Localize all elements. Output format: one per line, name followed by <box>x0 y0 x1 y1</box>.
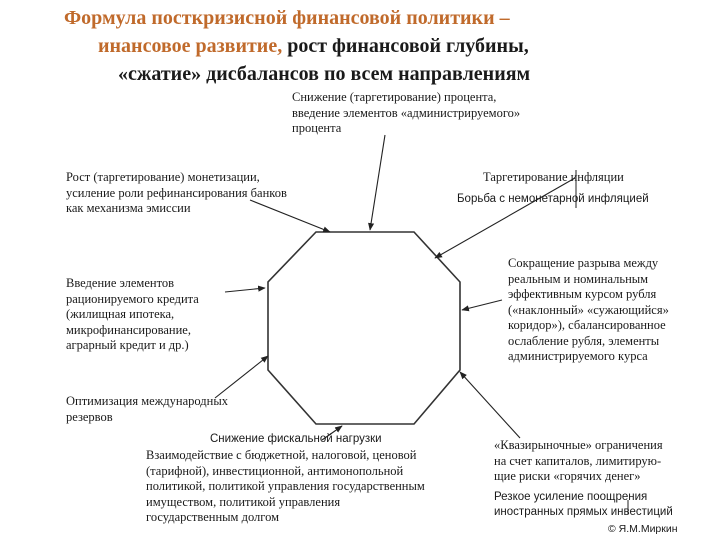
block-fiscal-burden-heading: Снижение фискальной нагрузки <box>210 433 382 445</box>
block-policy-interaction-line: (тарифной), инвестиционной, антимонопольной <box>146 463 404 478</box>
arrow-left <box>225 288 265 292</box>
arrow-top <box>370 135 385 230</box>
block-capital-restrictions-line: «Квазирыночные» ограничения <box>494 438 663 452</box>
block-interest-rate <box>292 90 520 137</box>
block-capital-restrictions <box>494 438 663 485</box>
block-reserves-line: Оптимизация международных <box>66 394 228 408</box>
arrow-right <box>462 300 502 310</box>
block-capital-restrictions-line: щие риски «горячих денег» <box>494 469 641 483</box>
block-inflation-targeting: Таргетирование инфляции <box>483 170 624 184</box>
arrow-upper-right <box>435 178 575 258</box>
block-reserves-line: резервов <box>66 409 113 424</box>
block-policy-interaction-line: Взаимодействие с бюджетной, налоговой, ценовой <box>146 448 417 462</box>
block-monetization-line: Рост (таргетирование) монетизации, <box>66 170 260 184</box>
block-exchange-rate-line: Сокращение разрыва между <box>508 256 659 270</box>
block-nonmonetary-inflation: Борьба с немонетарной инфляцией <box>457 193 649 205</box>
block-exchange-rate-line: коридор»), сбалансированное <box>508 318 666 332</box>
block-exchange-rate-line: («наклонный» «сужающийся» <box>508 302 669 317</box>
block-exchange-rate-line: администрируемого курса <box>508 349 648 363</box>
arrow-lower-left <box>215 356 268 398</box>
copyright-notice: © Я.М.Миркин <box>608 523 678 535</box>
block-interest-rate-line: процента <box>292 121 342 135</box>
block-policy-interaction-line: политикой, политикой управления государственным <box>146 479 425 493</box>
block-policy-interaction-line: имуществом, политикой управления <box>146 494 341 509</box>
title-line-1: Формула посткризисной финансовой политики – <box>64 7 510 29</box>
block-rationed-credit-line: (жилищная ипотека, <box>66 307 175 321</box>
block-rationed-credit-line: Введение элементов <box>66 276 175 290</box>
block-fdi-line: Резкое усиление поощрения <box>494 491 648 503</box>
block-rationed-credit-line: микрофинансирование, <box>66 322 191 337</box>
block-exchange-rate-line: реальным и номинальным <box>508 271 649 286</box>
block-monetization <box>66 170 287 217</box>
block-monetization-line: усиление роли рефинансирования банков <box>66 185 287 200</box>
block-policy-interaction-line: государственным долгом <box>146 510 280 524</box>
block-rationed-credit-line: аграрный кредит и др.) <box>66 338 189 352</box>
block-capital-restrictions-line: на счет капиталов, лимитирую- <box>494 453 662 468</box>
block-monetization-line: как механизма эмиссии <box>66 201 191 215</box>
title-line-2-accent: инансовое развитие, <box>98 35 283 57</box>
central-octagon <box>268 232 460 424</box>
arrow-lower-right <box>460 372 520 438</box>
block-interest-rate-line: введение элементов «администрируемого» <box>292 105 521 120</box>
block-rationed-credit <box>66 276 199 354</box>
block-exchange-rate <box>508 256 669 365</box>
title-line-3: «сжатие» дисбалансов по всем направлениям <box>118 63 531 85</box>
block-exchange-rate-line: эффективным курсом рубля <box>508 287 657 301</box>
block-fdi-line: иностранных прямых инвестиций <box>494 506 673 518</box>
block-reserves <box>66 394 228 425</box>
title-line-2-rest: рост финансовой глубины, <box>282 35 529 57</box>
block-rationed-credit-line: рационируемого кредита <box>66 291 199 306</box>
block-exchange-rate-line: ослабление рубля, элементы <box>508 333 660 348</box>
block-fdi <box>494 490 673 520</box>
block-interest-rate-line: Снижение (таргетирование) процента, <box>292 90 497 104</box>
block-policy-interaction <box>146 448 425 526</box>
